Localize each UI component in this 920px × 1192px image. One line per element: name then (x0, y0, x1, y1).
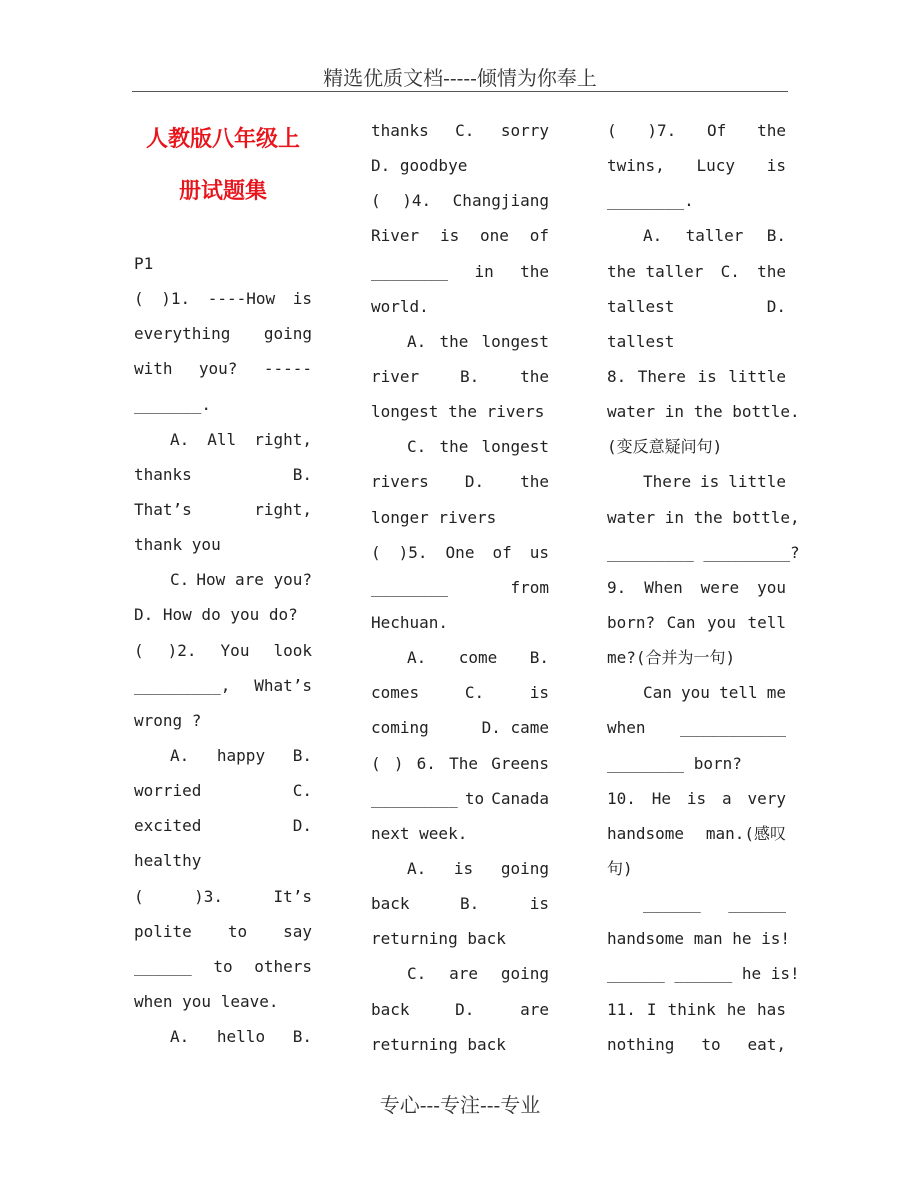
text-word: come (458, 648, 498, 668)
text-line (607, 183, 786, 218)
title-line-1: 人教版八年级上 (145, 126, 300, 152)
text-word: has (757, 999, 786, 1019)
text-word: ( (134, 289, 144, 309)
text-line (371, 710, 549, 745)
text-word: born? (607, 612, 656, 632)
text-word: to (213, 956, 233, 976)
text-line (607, 640, 786, 675)
text-word: C. (407, 437, 427, 457)
text-line (134, 527, 312, 562)
text-word: C. (464, 683, 485, 703)
text-word: )3. (194, 886, 223, 906)
text-word: in (474, 261, 494, 281)
text-line (134, 422, 312, 457)
text-word: A. (407, 858, 427, 878)
text-word: _________ _________? (607, 542, 800, 562)
text-word: All (207, 429, 237, 449)
text-word: B. (292, 464, 312, 484)
text-line (371, 570, 549, 605)
text-word: That’s (134, 499, 192, 519)
text-word: man.(感叹 (705, 823, 786, 843)
text-word: say (283, 921, 312, 941)
text-line (607, 605, 786, 640)
text-word: going (500, 858, 549, 878)
text-word: water in the bottle, (607, 507, 800, 527)
text-word: longest the rivers (371, 402, 545, 422)
text-line (371, 992, 549, 1027)
text-line (371, 746, 549, 781)
text-line (371, 605, 549, 640)
text-word: Hechuan. (371, 612, 449, 632)
text-line (134, 843, 312, 878)
text-word: me?(合并为一句) (607, 648, 736, 668)
text-word: 9. (607, 577, 627, 597)
text-word: the (757, 121, 786, 140)
text-word: Changjiang (452, 191, 549, 211)
text-word: rivers (371, 472, 429, 492)
text-line (134, 703, 312, 738)
text-word: one (480, 226, 509, 246)
text-line (371, 640, 549, 675)
text-word: us (529, 542, 549, 562)
text-line (371, 500, 549, 535)
text-word: thank you (134, 535, 221, 555)
text-line (607, 324, 786, 359)
text-word: C. (292, 781, 312, 801)
text-word: D. (464, 472, 485, 492)
text-line (134, 351, 312, 386)
text-word: ) (393, 753, 404, 773)
text-line (607, 781, 786, 816)
text-word: you (757, 577, 786, 597)
text-line (371, 464, 549, 499)
text-word: hello (216, 1027, 266, 1047)
text-word: C. (455, 121, 475, 140)
text-line (134, 316, 312, 351)
text-word: Can (666, 612, 696, 632)
text-line (371, 359, 549, 394)
text-word: the (520, 472, 549, 492)
text-line (607, 886, 786, 921)
text-word: C. (170, 570, 190, 590)
text-line (134, 492, 312, 527)
text-word: is (697, 366, 717, 386)
text-word: thanks (134, 464, 192, 484)
text-line (371, 781, 549, 816)
text-word: )5. (398, 542, 428, 562)
text-line (371, 1027, 549, 1062)
text-word: of (529, 226, 549, 246)
text-line (134, 738, 312, 773)
text-line (371, 218, 549, 253)
text-line (607, 851, 786, 886)
text-word: is (439, 226, 460, 246)
text-line (607, 254, 786, 289)
text-line (607, 570, 786, 605)
text-word: ----How (207, 289, 276, 309)
text-line (371, 851, 549, 886)
text-word: back (371, 894, 410, 914)
text-word: B. (460, 894, 480, 914)
text-word: A. (170, 745, 190, 765)
text-word: One (445, 542, 475, 562)
column-1 (134, 113, 312, 1054)
text-word: ________ (371, 261, 449, 281)
text-word: ----- (263, 359, 312, 379)
text-word: the (520, 366, 549, 386)
text-word: How are you? (196, 570, 312, 590)
text-word: B. (460, 366, 480, 386)
page-header: 精选优质文档-----倾情为你奉上 (323, 66, 597, 90)
text-word: are (520, 999, 549, 1019)
text-word: handsome man he is! (607, 929, 791, 949)
text-line (134, 597, 312, 632)
text-word: happy (216, 745, 266, 765)
text-word: others (254, 956, 312, 976)
text-word: river (371, 366, 420, 386)
text-word: It’s (273, 886, 312, 906)
text-line (134, 808, 312, 843)
text-word: of (492, 542, 512, 562)
text-word: C. (407, 964, 427, 984)
text-line (607, 746, 786, 781)
text-line (607, 218, 786, 253)
text-word: ______ (728, 894, 786, 914)
text-word: think (667, 999, 716, 1019)
text-word: There (643, 472, 692, 492)
text-word: ________. (607, 191, 694, 211)
text-word: 8. (607, 366, 627, 386)
text-line (134, 984, 312, 1019)
text-word: eat, (747, 1034, 786, 1054)
text-word: handsome (607, 823, 685, 843)
header-rule (132, 91, 788, 92)
text-word: going (263, 324, 312, 344)
text-word: Canada (491, 788, 549, 808)
text-word: to (464, 788, 485, 808)
text-word: healthy (134, 851, 202, 871)
text-word: water in the bottle. (607, 402, 800, 422)
text-word: 句) (607, 858, 633, 878)
text-line (134, 914, 312, 949)
text-word: Lucy (696, 156, 736, 176)
text-word: Can (643, 683, 672, 703)
text-word: When (644, 577, 683, 597)
text-line (371, 289, 549, 324)
text-line (607, 675, 786, 710)
text-line (371, 324, 549, 359)
text-line (134, 773, 312, 808)
text-line (607, 1027, 786, 1062)
text-word: ( (371, 753, 381, 773)
text-line (371, 183, 549, 218)
text-word: little (728, 472, 786, 492)
text-word: A. (170, 429, 190, 449)
text-line (371, 675, 549, 710)
text-word: worried (134, 781, 202, 801)
text-word: 6. (416, 753, 436, 773)
text-word: B. (292, 1027, 312, 1047)
text-word: _________ (371, 788, 458, 808)
text-word: A. (407, 331, 427, 351)
text-word: 11. (607, 999, 636, 1019)
text-word: D. goodbye (371, 156, 468, 176)
text-line (371, 394, 549, 429)
text-word: ______ (643, 894, 701, 914)
text-word: He (651, 788, 672, 808)
text-word: is (529, 683, 549, 703)
text-word: coming (371, 718, 429, 738)
text-word: You (220, 640, 250, 660)
text-word: C. (720, 261, 740, 281)
text-word: he (726, 999, 747, 1019)
text-word: ___________ (680, 718, 786, 738)
text-line (134, 668, 312, 703)
text-word: you (707, 612, 736, 632)
text-word: _______. (134, 394, 212, 414)
text-word: you? (198, 359, 238, 379)
text-word: going (500, 964, 549, 984)
text-word: look (273, 640, 312, 660)
text-word: twins, (607, 156, 665, 176)
text-word: Of (707, 121, 727, 140)
text-line (134, 1019, 312, 1054)
text-word: the (520, 261, 549, 281)
text-word: tallest (607, 331, 675, 351)
text-line (607, 464, 786, 499)
text-word: A. (643, 226, 663, 246)
column-3 (607, 113, 800, 1062)
text-word: )4. (402, 191, 432, 211)
text-line (371, 816, 549, 851)
page-footer: 专心---专注---专业 (379, 1093, 541, 1117)
text-word: is (686, 788, 707, 808)
text-line (607, 500, 800, 535)
text-word: )2. (167, 640, 197, 660)
text-line (371, 254, 549, 289)
text-line (607, 148, 786, 183)
text-word: everything (134, 324, 231, 344)
text-line (134, 562, 312, 597)
text-word: little (728, 366, 786, 386)
column-2-lines (371, 113, 549, 1062)
text-word: Greens (491, 753, 549, 773)
column-2 (371, 113, 549, 1062)
text-word: the (439, 331, 469, 351)
text-word: a (721, 788, 732, 808)
text-word: )7. (647, 121, 677, 140)
text-word: longest (481, 331, 549, 351)
text-word: nothing (607, 1034, 675, 1054)
text-word: next week. (371, 823, 468, 843)
text-line (371, 429, 549, 464)
text-word: D. came (481, 718, 549, 738)
text-word: are (449, 964, 478, 984)
text-word: D. (292, 816, 312, 836)
text-line (134, 387, 312, 422)
text-word: A. (170, 1027, 190, 1047)
text-word: back (371, 999, 410, 1019)
text-word: is (453, 858, 474, 878)
text-word: )1. (161, 289, 191, 309)
text-word: There (637, 366, 686, 386)
text-word: ( (134, 886, 144, 906)
text-word: longest (481, 437, 549, 457)
text-word: you (681, 683, 710, 703)
text-word: B. (292, 745, 312, 765)
text-word: D. (766, 296, 786, 316)
text-word: excited (134, 816, 202, 836)
text-line (134, 457, 312, 492)
text-word: sorry (500, 121, 549, 140)
text-line (371, 148, 549, 183)
text-word: D. How do you do? (134, 605, 298, 625)
text-line (371, 921, 549, 956)
text-word: longer rivers (371, 507, 497, 527)
text-word: right, (254, 499, 312, 519)
text-word: is (529, 894, 549, 914)
text-word: ______ (134, 956, 192, 976)
text-word: me (766, 683, 786, 703)
text-line (607, 956, 800, 991)
text-word: comes (371, 683, 420, 703)
text-line (134, 949, 312, 984)
text-line (607, 394, 800, 429)
text-word: returning back (371, 1034, 506, 1054)
text-line (607, 535, 800, 570)
text-line (607, 816, 786, 851)
text-line (607, 921, 791, 956)
text-word: What’s (254, 675, 312, 695)
text-line (371, 886, 549, 921)
text-word: world. (371, 296, 429, 316)
text-line (607, 429, 786, 464)
text-word: polite (134, 921, 192, 941)
text-word: to (701, 1034, 721, 1054)
text-word: thanks (371, 121, 429, 140)
text-word: when (607, 718, 646, 738)
text-line (607, 992, 786, 1027)
text-word: with (134, 359, 173, 379)
text-word: is (292, 289, 312, 309)
document-title (134, 113, 312, 217)
text-word: returning back (371, 929, 506, 949)
text-word: (变反意疑问句) (607, 437, 723, 457)
text-line (371, 113, 549, 148)
text-line (607, 113, 786, 148)
text-word: were (700, 577, 740, 597)
text-word: ( (134, 640, 144, 660)
text-word: _________, (134, 675, 231, 695)
text-word: ( (607, 121, 617, 140)
column-3-lines (607, 113, 800, 1062)
text-word: I (646, 999, 657, 1019)
text-word: right, (254, 429, 312, 449)
text-word: wrong ? (134, 710, 202, 730)
title-line-2: 册试题集 (178, 178, 267, 204)
text-line (607, 359, 786, 394)
text-word: the taller (607, 261, 704, 281)
text-word: River (371, 226, 420, 246)
text-word: when you leave. (134, 991, 279, 1011)
text-word: tell (747, 612, 786, 632)
text-word: the (757, 261, 786, 281)
text-word: 10. (607, 788, 636, 808)
text-line (607, 710, 786, 745)
text-word: ________ (371, 577, 449, 597)
text-word: tell (719, 683, 758, 703)
text-word: very (747, 788, 786, 808)
text-word: to (227, 921, 248, 941)
text-word: ( (371, 191, 381, 211)
text-line (134, 879, 312, 914)
text-word: ________ born? (607, 753, 742, 773)
text-line (371, 535, 549, 570)
text-line (134, 281, 312, 316)
text-line (134, 633, 312, 668)
text-line (607, 289, 786, 324)
text-word: B. (766, 226, 786, 246)
text-word: B. (529, 648, 549, 668)
text-word: the (439, 437, 469, 457)
text-word: tallest (607, 296, 675, 316)
text-word: A. (407, 648, 427, 668)
page-label: P1 (134, 254, 154, 273)
text-word: ( (371, 542, 381, 562)
text-word: is (766, 156, 786, 176)
text-word: from (510, 577, 549, 597)
text-word: ______ ______ he is! (607, 964, 800, 984)
text-word: taller (685, 226, 744, 246)
column-1-lines (134, 281, 312, 1054)
text-line (371, 956, 549, 991)
text-word: The (449, 753, 479, 773)
text-word: D. (455, 999, 475, 1019)
text-word: is (700, 472, 720, 492)
